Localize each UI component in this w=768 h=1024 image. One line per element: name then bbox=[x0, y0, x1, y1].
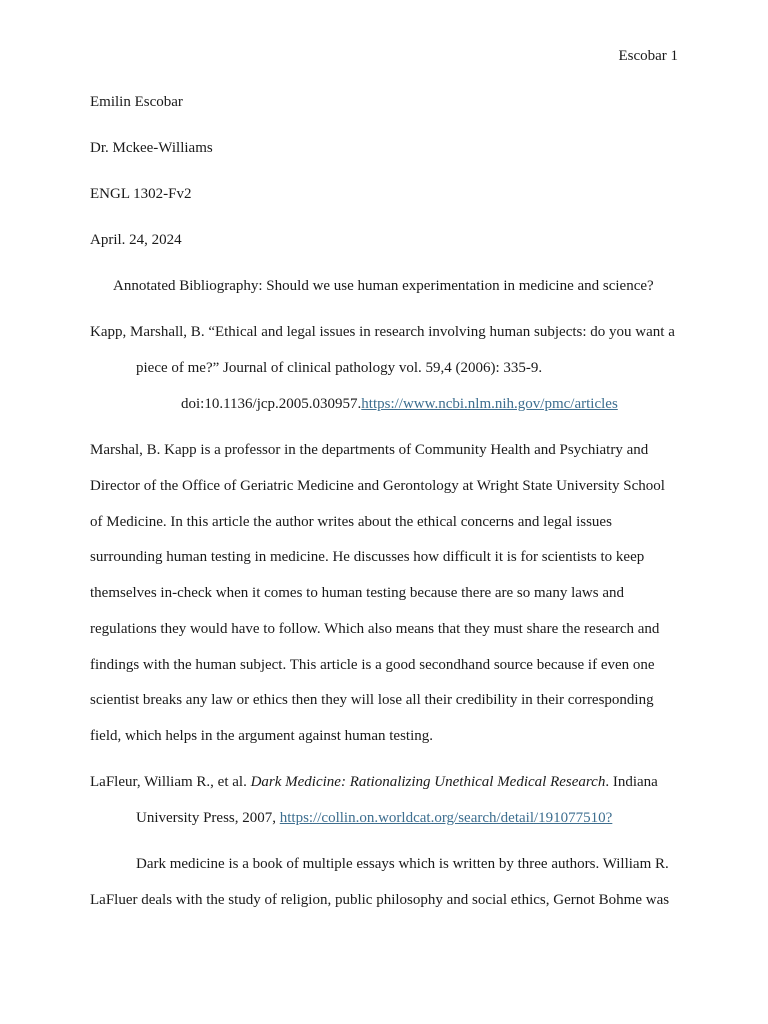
citation-2-link[interactable]: https://collin.on.worldcat.org/search/detail/191077510? bbox=[279, 810, 613, 826]
citation-2-authors: LaFleur, William R., et al. bbox=[90, 774, 251, 790]
annotation-1-line: findings with the human subject. This article is a good secondhand source because if even one bbox=[90, 657, 655, 673]
citation-2-publisher-start: . Indiana bbox=[605, 774, 658, 790]
citation-1-doi: doi:10.1136/jcp.2005.030957. bbox=[181, 396, 362, 412]
student-name: Emilin Escobar bbox=[90, 94, 183, 110]
annotation-1-line: Marshal, B. Kapp is a professor in the departments of Community Health and Psychiatry and bbox=[90, 442, 649, 458]
annotation-1-line: regulations they would have to follow. Which also means that they must share the research and bbox=[90, 621, 660, 637]
running-head: Escobar 1 bbox=[618, 48, 678, 64]
annotation-1-line: themselves in-check when it comes to human testing because there are so many laws and bbox=[90, 585, 624, 601]
citation-2-line-2 bbox=[136, 808, 612, 828]
instructor-name: Dr. Mckee-Williams bbox=[90, 140, 213, 156]
annotation-1-line: of Medicine. In this article the author writes about the ethical concerns and legal issues bbox=[90, 514, 612, 530]
document-title: Annotated Bibliography: Should we use human experimentation in medicine and science? bbox=[113, 278, 654, 294]
citation-2-title: Dark Medicine: Rationalizing Unethical Medical Research bbox=[250, 774, 606, 790]
annotation-2-line: Dark medicine is a book of multiple essays which is written by three authors. William R. bbox=[136, 856, 669, 872]
annotation-1-line: field, which helps in the argument against human testing. bbox=[90, 728, 433, 744]
citation-1-line-3 bbox=[181, 394, 618, 414]
citation-2-line-1 bbox=[90, 772, 658, 792]
annotation-1-line: Director of the Office of Geriatric Medicine and Gerontology at Wright State University School bbox=[90, 478, 665, 494]
annotation-1-line: surrounding human testing in medicine. He discusses how difficult it is for scientists to keep bbox=[90, 549, 645, 565]
citation-2-publisher: University Press, 2007, bbox=[136, 810, 280, 826]
date: April. 24, 2024 bbox=[90, 232, 182, 248]
citation-1-link[interactable]: https://www.ncbi.nlm.nih.gov/pmc/articles bbox=[361, 396, 618, 412]
citation-1-line-1: Kapp, Marshall, B. “Ethical and legal issues in research involving human subjects: do you want a bbox=[90, 324, 675, 340]
course-name: ENGL 1302-Fv2 bbox=[90, 186, 192, 202]
citation-1-line-2: piece of me?” Journal of clinical pathology vol. 59,4 (2006): 335-9. bbox=[136, 360, 543, 376]
annotation-1-line: scientist breaks any law or ethics then they will lose all their credibility in their corresponding bbox=[90, 692, 654, 708]
annotation-2-line: LaFluer deals with the study of religion, public philosophy and social ethics, Gernot Bohme was bbox=[90, 892, 670, 908]
